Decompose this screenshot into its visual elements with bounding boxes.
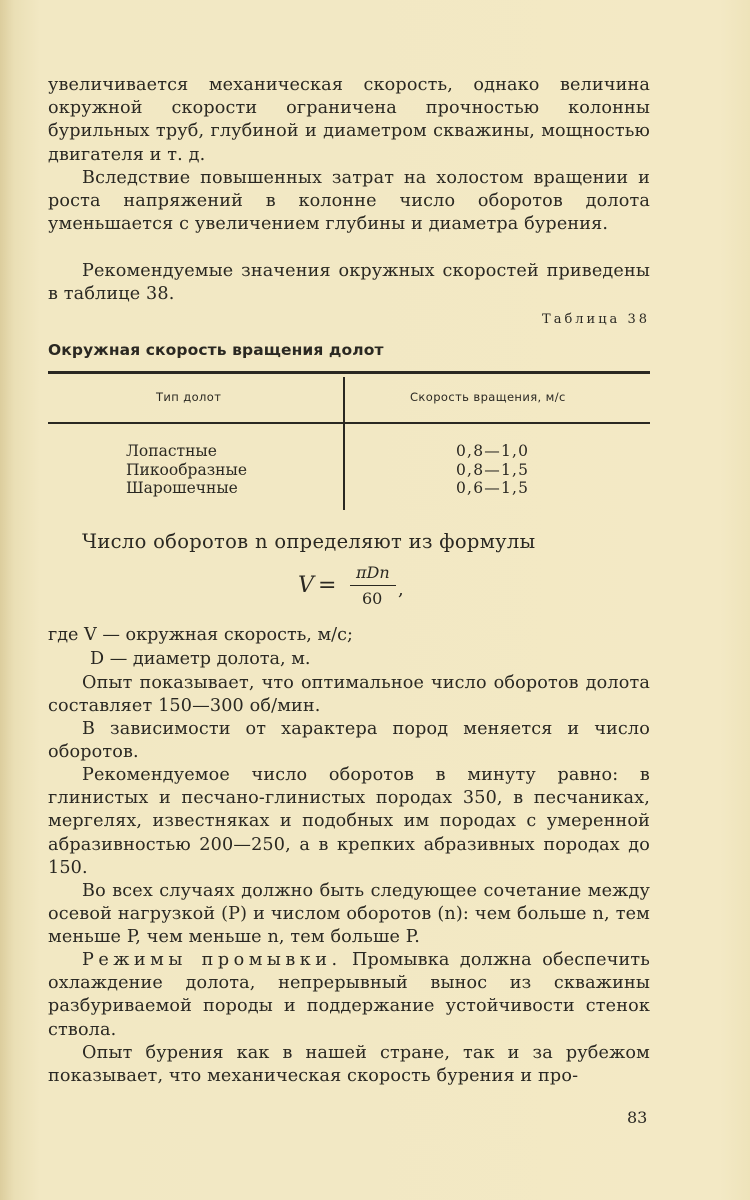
- table-header-bit-type: Тип долот: [156, 390, 222, 404]
- paragraph-2: Вследствие повышенных затрат на холостом вращении и роста напряжений в колонне число оборотов долота уменьшается с увеличением глубины и диаметра бурения.: [48, 168, 650, 235]
- formula-lhs: V: [298, 573, 314, 598]
- table-header-rule: [48, 422, 650, 424]
- formula-numerator: πDn: [356, 563, 390, 582]
- table-column-divider: [343, 377, 345, 510]
- table-column-bit-types: [126, 442, 247, 498]
- formula-intro: Число оборотов n определяют из формулы: [82, 530, 536, 553]
- table-cell: Шарошечные: [126, 479, 238, 497]
- paragraph-5: В зависимости от характера пород меняется и число оборотов.: [48, 719, 650, 763]
- table-cell: 0,6—1,5: [456, 479, 530, 497]
- table-header-speed: Скорость вращения, м/с: [410, 390, 566, 404]
- table-caption: Окружная скорость вращения долот: [48, 341, 384, 359]
- formula-denominator: 60: [362, 589, 383, 608]
- page-number: 83: [627, 1108, 648, 1127]
- where-line-2: D — диаметр долота, м.: [90, 649, 311, 669]
- table-cell: 0,8—1,0: [456, 442, 530, 460]
- formula-equals: =: [318, 573, 337, 598]
- table-cell: 0,8—1,5: [456, 460, 530, 479]
- paragraph-7: Во всех случаях должно быть следующее сочетание между осевой нагрузкой (P) и числом оборотов (n): чем больше n, тем меньше P, чем меньше n, тем больше P.: [48, 881, 650, 948]
- table-number-label: Таблица 38: [542, 312, 650, 327]
- table-cell: Лопастные: [126, 442, 217, 460]
- paragraph-3: Рекомендуемые значения окружных скоростей приведены в таблице 38.: [48, 261, 650, 305]
- paragraph-4: Опыт показывает, что оптимальное число оборотов долота составляет 150—300 об/мин.: [48, 673, 650, 717]
- paragraph-1: увеличивается механическая скорость, однако величина окружной скорости ограничена прочностью колонны бурильных труб, глубиной и диаметром скважины, мощностью двигателя и т. д.: [48, 75, 650, 165]
- section-run-in-heading: Режимы промывки.: [82, 950, 342, 970]
- formula-comma: ,: [398, 579, 404, 600]
- formula-fraction-bar: [350, 585, 396, 586]
- paragraph-6: Рекомендуемое число оборотов в минуту равно: в глинистых и песчано-глинистых породах 350, в песчаниках, мергелях, известняках и подобных им породах с умеренной абразивностью 200—250, а в крепких абразивных породах до 150.: [48, 765, 650, 878]
- paragraph-8: [48, 949, 650, 1042]
- table-column-speeds: [456, 442, 529, 498]
- paragraph-8-text: Промывка должна обеспечить охлаждение долота, непрерывный вынос из скважины разбуриваемой породы и поддержание устойчивости стенок ствола.: [48, 950, 650, 1040]
- where-line-1: где V — окружная скорость, м/с;: [48, 625, 353, 645]
- paragraph-9: Опыт бурения как в нашей стране, так и за рубежом показывает, что механическая скорость бурения и про-: [48, 1043, 650, 1087]
- table-top-rule: [48, 371, 650, 374]
- table-cell: Пикообразные: [126, 460, 247, 479]
